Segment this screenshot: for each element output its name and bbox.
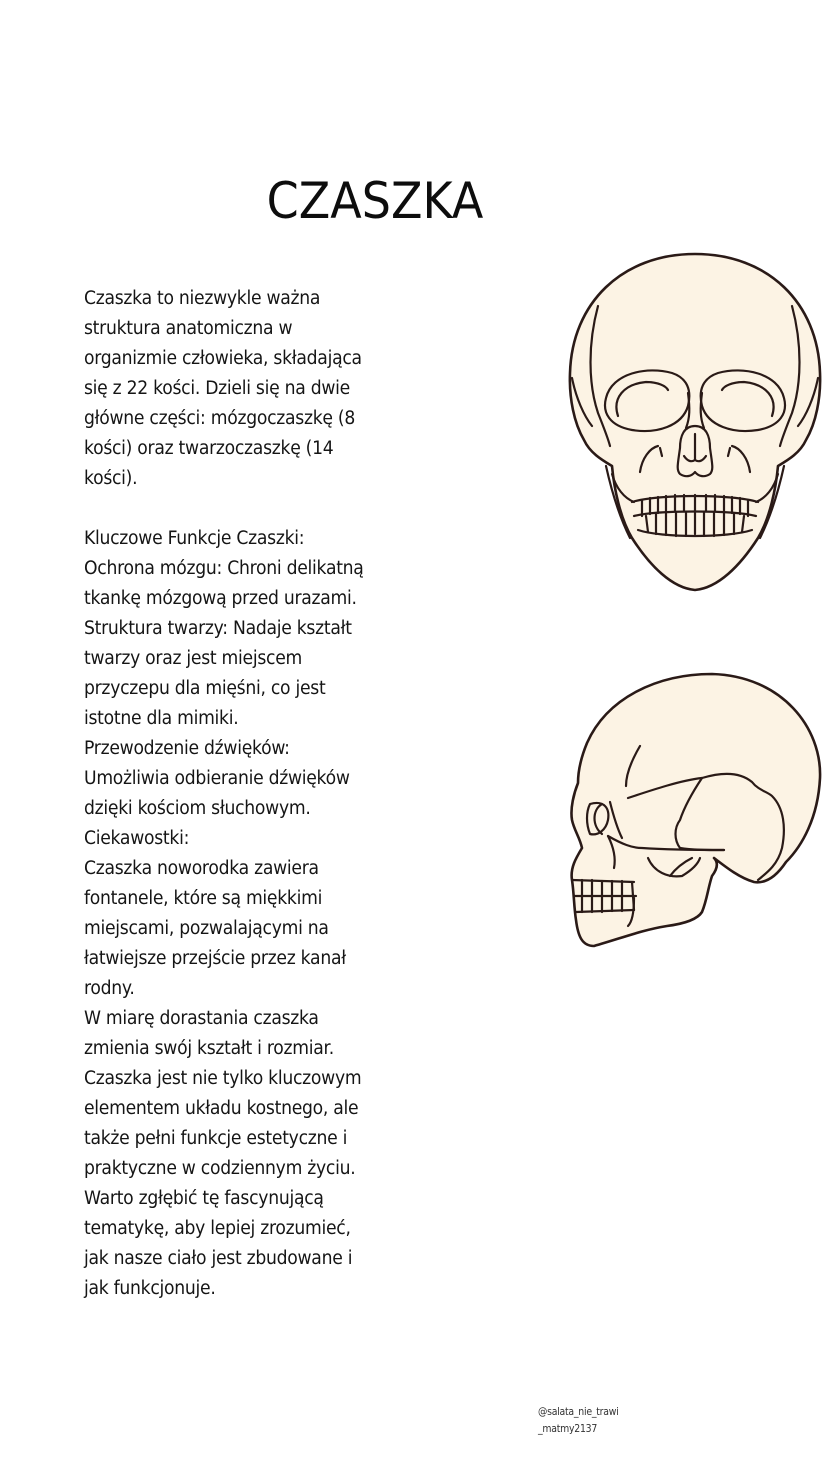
body-line: W miarę dorastania czaszka <box>84 1008 319 1029</box>
intro-line: kości). <box>84 468 138 489</box>
body-text <box>84 284 414 1304</box>
body-line: Umożliwia odbieranie dźwięków <box>84 768 350 789</box>
body-line: tkankę mózgową przed urazami. <box>84 588 357 609</box>
body-line: łatwiejsze przejście przez kanał <box>84 948 346 969</box>
body-line: dzięki kościom słuchowym. <box>84 798 311 819</box>
body-line: istotne dla mimiki. <box>84 708 239 729</box>
body-line: Struktura twarzy: Nadaje kształt <box>84 618 352 639</box>
body-line: Czaszka noworodka zawiera <box>84 858 319 879</box>
paragraph-spacer <box>84 494 414 524</box>
body-line: tematykę, aby lepiej zrozumieć, <box>84 1218 351 1239</box>
credit-line: _matmy2137 <box>538 1422 598 1435</box>
body-line: Przewodzenie dźwięków: <box>84 738 290 759</box>
body-line: miejscami, pozwalającymi na <box>84 918 329 939</box>
body-line: elementem układu kostnego, ale <box>84 1098 359 1119</box>
body-line: twarzy oraz jest miejscem <box>84 648 303 669</box>
body-line: zmienia swój kształt i rozmiar. <box>84 1038 334 1059</box>
credit-line: @salata_nie_trawi <box>538 1405 619 1418</box>
intro-line: Czaszka to niezwykle ważna <box>84 288 321 309</box>
author-credit <box>538 1403 618 1437</box>
section-heading-functions: Kluczowe Funkcje Czaszki: <box>84 528 305 549</box>
page-title: CZASZKA <box>266 172 484 230</box>
intro-line: organizmie człowieka, składająca <box>84 348 362 369</box>
body-line: Czaszka jest nie tylko kluczowym <box>84 1068 362 1089</box>
intro-line: się z 22 kości. Dzieli się na dwie <box>84 378 350 399</box>
body-line: Ochrona mózgu: Chroni delikatną <box>84 558 364 579</box>
skull-front-view-icon <box>562 248 828 598</box>
section-heading-trivia: Ciekawostki: <box>84 828 190 849</box>
body-line: Warto zgłębić tę fascynującą <box>84 1188 324 1209</box>
intro-line: struktura anatomiczna w <box>84 318 293 339</box>
intro-line: główne części: mózgoczaszkę (8 <box>84 408 356 429</box>
body-line: praktyczne w codziennym życiu. <box>84 1158 356 1179</box>
skull-side-view-icon <box>562 668 824 953</box>
body-line: przyczepu dla mięśni, co jest <box>84 678 326 699</box>
body-line: jak funkcjonuje. <box>84 1278 216 1299</box>
body-line: jak nasze ciało jest zbudowane i <box>84 1248 353 1269</box>
body-line: także pełni funkcje estetyczne i <box>84 1128 348 1149</box>
body-line: fontanele, które są miękkimi <box>84 888 323 909</box>
body-line: rodny. <box>84 978 135 999</box>
intro-line: kości) oraz twarzoczaszkę (14 <box>84 438 334 459</box>
